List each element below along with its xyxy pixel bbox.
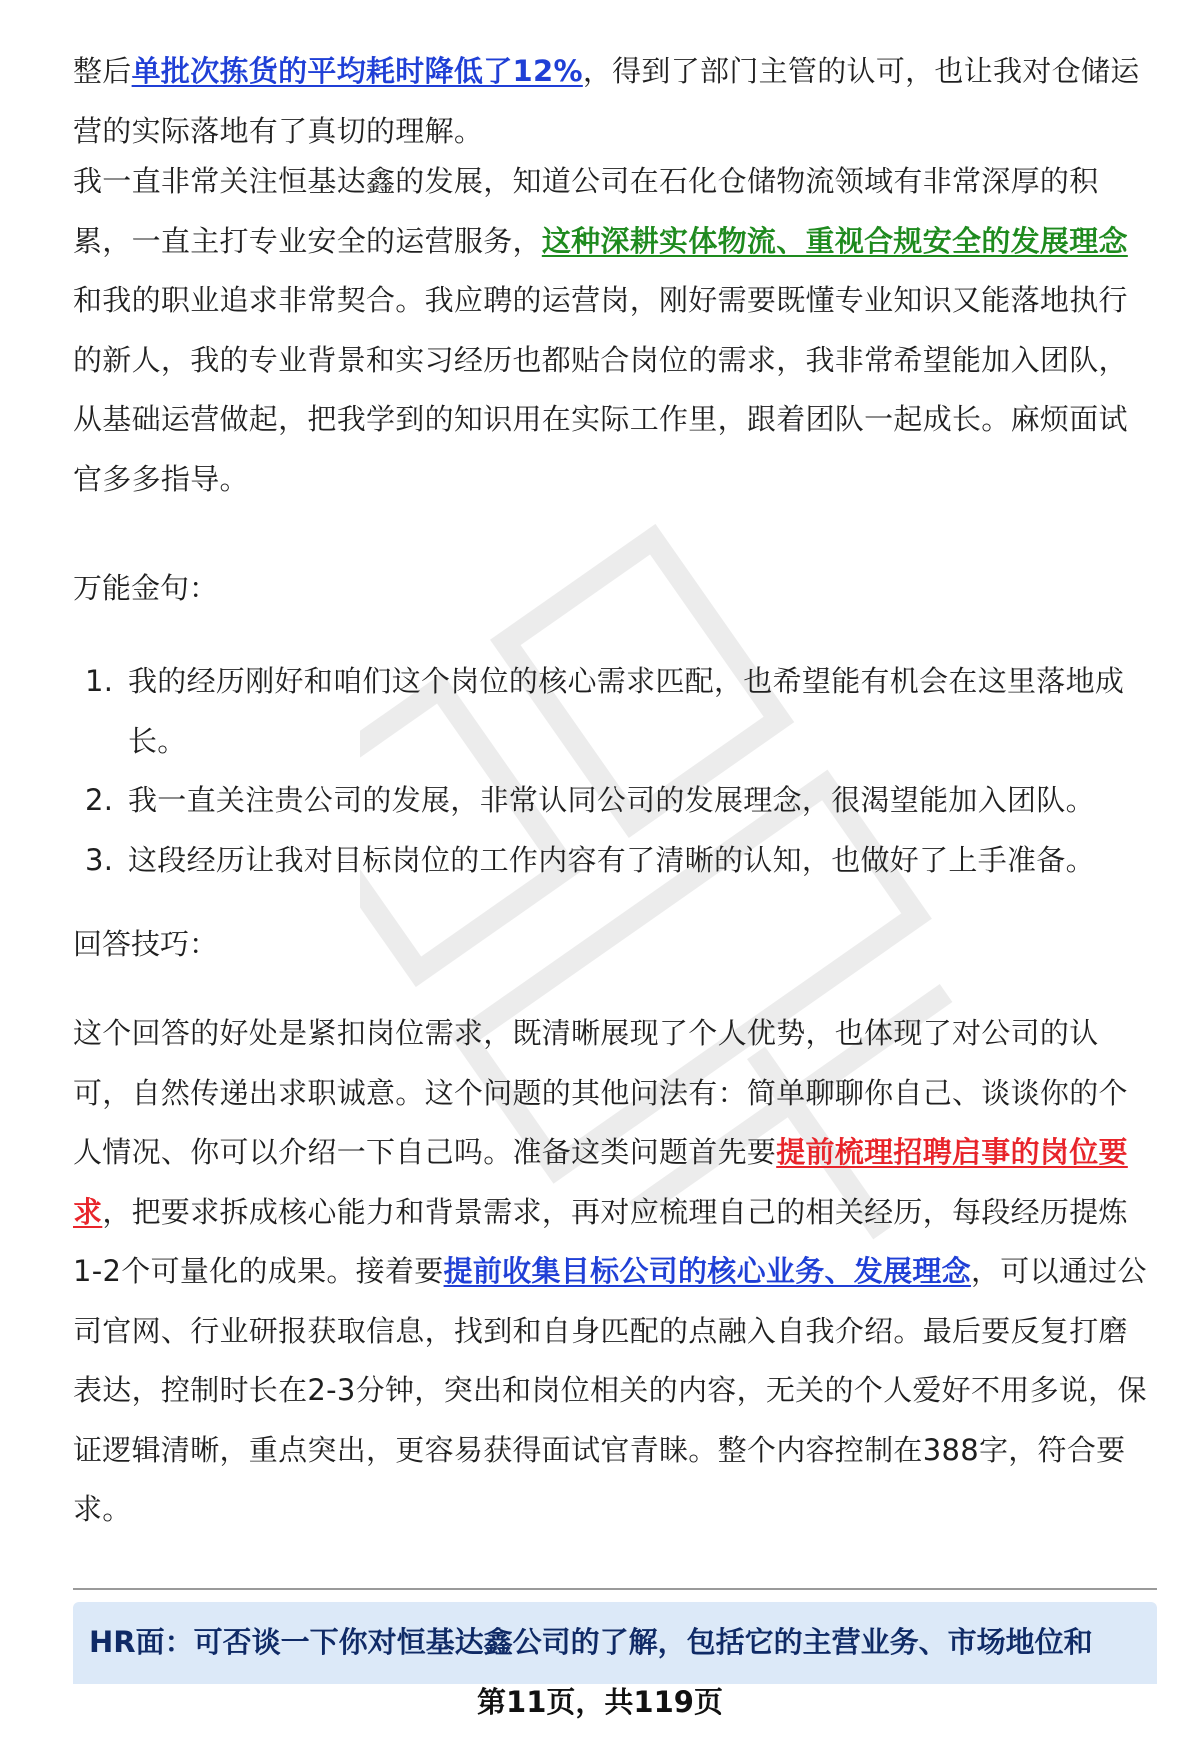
paragraph-experience-result bbox=[73, 42, 1153, 161]
paragraph-company-interest bbox=[73, 152, 1153, 509]
page-number-footer: 第11页，共119页 bbox=[477, 1685, 723, 1719]
list-item bbox=[73, 831, 1153, 891]
list-item-text: 这段经历让我对目标岗位的工作内容有了清晰的认知，也做好了上手准备。 bbox=[128, 842, 1095, 877]
highlight-picking-time: 单批次拣货的平均耗时降低了12% bbox=[131, 54, 583, 88]
list-item-number: 1. bbox=[85, 664, 114, 698]
paragraph2-pre: 我一直非常关注恒基达鑫的发展，知道公司在石化仓储物流领域有非常深厚的积累，一直主打专业安全的运营服务， bbox=[73, 164, 1099, 258]
paragraph2-post: 和我的职业追求非常契合。我应聘的运营岗，刚好需要既懂专业知识又能落地执行的新人，我的专业背景和实习经历也都贴合岗位的需求，我非常希望能加入团队，从基础运营做起，把我学到的知识用在实际工作里，跟着团队一起成长。麻烦面试官多多指导。 bbox=[73, 283, 1128, 496]
tips-part2: ，把要求拆成核心能力和背景需求，再对应梳理自己的相关经历，每段经历提炼1-2个可量化的成果。接着要 bbox=[73, 1194, 1128, 1288]
tips-part1: 这个回答的好处是紧扣岗位需求，既清晰展现了个人优势，也体现了对公司的认可，自然传递出求职诚意。这个问题的其他问法有：简单聊聊你自己、谈谈你的个人情况、你可以介绍一下自己吗。准备这类问题首先要 bbox=[73, 1016, 1128, 1169]
golden-sentences-list bbox=[73, 652, 1153, 890]
section-divider bbox=[73, 1588, 1157, 1590]
paragraph1-pre: 整后 bbox=[73, 54, 132, 88]
tips-part3: ，可以通过公司官网、行业研报获取信息，找到和自身匹配的点融入自我介绍。最后要反复打磨表达，控制时长在2-3分钟，突出和岗位相关的内容，无关的个人爱好不用多说，保证逻辑清晰，重点突出，更容易获得面试官青睐。整个内容控制在388字，符合要求。 bbox=[73, 1254, 1147, 1526]
paragraph1-post: ，得到了部门主管的认可，也让我对仓储运营的实际落地有了真切的理解。 bbox=[73, 54, 1140, 148]
list-item-number: 3. bbox=[85, 842, 114, 877]
paragraph-answer-tips bbox=[73, 1004, 1153, 1540]
hr-question-text: HR面：可否谈一下你对恒基达鑫公司的了解，包括它的主营业务、市场地位和 bbox=[89, 1625, 1093, 1659]
golden-sentences-label: 万能金句： bbox=[73, 571, 219, 605]
list-item-number: 2. bbox=[85, 783, 114, 817]
hr-question-box bbox=[73, 1602, 1157, 1684]
list-item bbox=[73, 771, 1153, 831]
highlight-company-business: 提前收集目标公司的核心业务、发展理念 bbox=[443, 1254, 971, 1288]
list-item bbox=[73, 652, 1153, 771]
answer-tips-label: 回答技巧： bbox=[73, 927, 219, 961]
highlight-development-philosophy: 这种深耕实体物流、重视合规安全的发展理念 bbox=[541, 223, 1128, 258]
highlight-job-requirements: 提前梳理招聘启事的岗位要求 bbox=[73, 1135, 1128, 1229]
list-item-text: 我一直关注贵公司的发展，非常认同公司的发展理念，很渴望能加入团队。 bbox=[128, 783, 1095, 817]
list-item-text: 我的经历刚好和咱们这个岗位的核心需求匹配，也希望能有机会在这里落地成长。 bbox=[128, 664, 1125, 758]
